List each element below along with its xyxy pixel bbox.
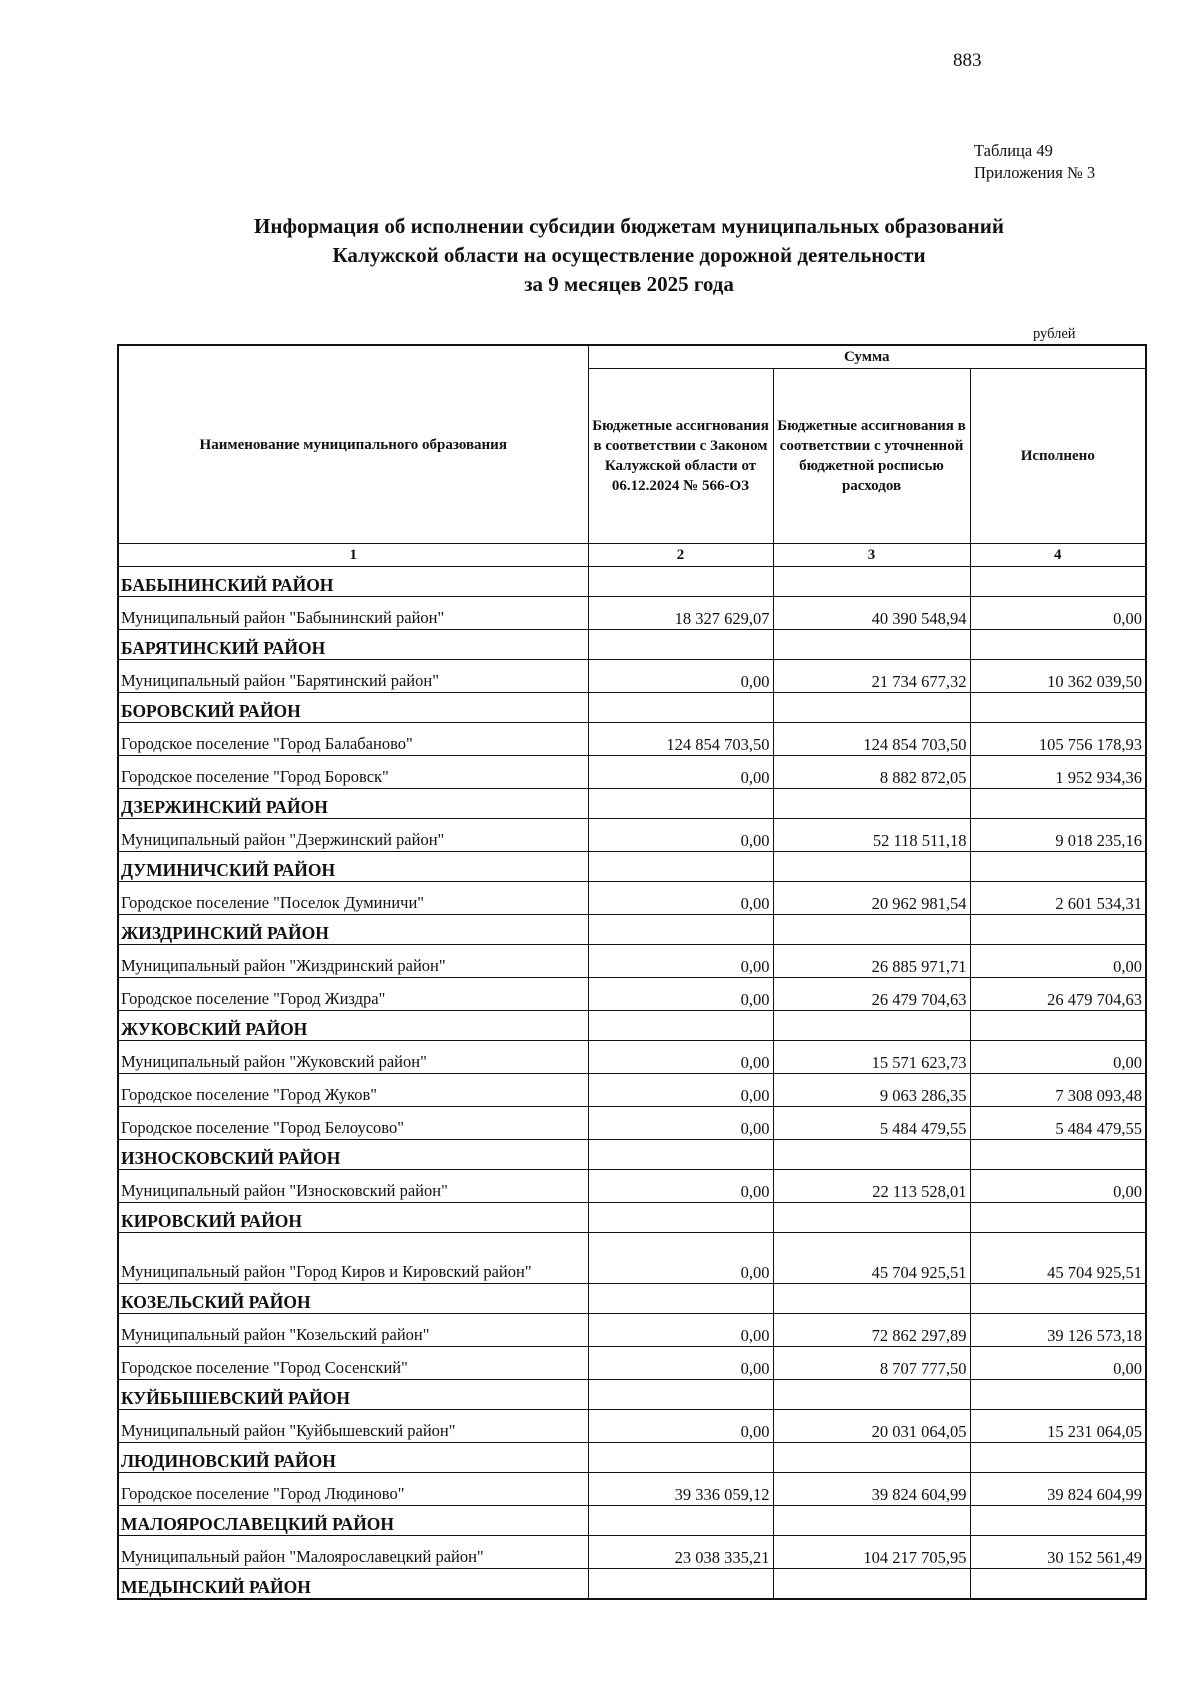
entity-name: Муниципальный район "Дзержинский район" [118, 819, 588, 852]
law-appropriations-value: 18 327 629,07 [588, 597, 773, 630]
table-row [118, 945, 1146, 978]
title-line-1: Информация об исполнении субсидии бюджетам муниципальных образований [254, 214, 1004, 238]
updated-appropriations-value: 5 484 479,55 [773, 1107, 970, 1140]
title-line-2: Калужской области на осуществление дорожной деятельности [332, 243, 926, 267]
updated-appropriations-value [773, 693, 970, 723]
district-name: ИЗНОСКОВСКИЙ РАЙОН [118, 1140, 588, 1170]
table-row [118, 1347, 1146, 1380]
title-line-3: за 9 месяцев 2025 года [524, 272, 734, 296]
executed-value [970, 1506, 1146, 1536]
appendix-number: Приложения № 3 [974, 163, 1096, 182]
law-appropriations-value: 0,00 [588, 1074, 773, 1107]
executed-value [970, 567, 1146, 597]
law-appropriations-value [588, 1380, 773, 1410]
district-row [118, 1380, 1146, 1410]
executed-value: 0,00 [970, 1347, 1146, 1380]
district-row [118, 1284, 1146, 1314]
table-reference [974, 140, 1095, 184]
law-appropriations-value: 0,00 [588, 1170, 773, 1203]
executed-value [970, 852, 1146, 882]
updated-appropriations-value: 40 390 548,94 [773, 597, 970, 630]
executed-value [970, 1569, 1146, 1600]
updated-appropriations-value [773, 1284, 970, 1314]
executed-value [970, 789, 1146, 819]
entity-name: Муниципальный район "Бабынинский район" [118, 597, 588, 630]
district-name: ЛЮДИНОВСКИЙ РАЙОН [118, 1443, 588, 1473]
table-row [118, 1170, 1146, 1203]
executed-value: 105 756 178,93 [970, 723, 1146, 756]
table-row [118, 1233, 1146, 1284]
executed-value: 10 362 039,50 [970, 660, 1146, 693]
law-appropriations-value [588, 915, 773, 945]
updated-appropriations-value: 22 113 528,01 [773, 1170, 970, 1203]
updated-appropriations-value: 20 031 064,05 [773, 1410, 970, 1443]
column-number: 2 [588, 544, 773, 567]
law-appropriations-value: 0,00 [588, 1410, 773, 1443]
entity-name: Муниципальный район "Жуковский район" [118, 1041, 588, 1074]
law-appropriations-value: 0,00 [588, 1347, 773, 1380]
law-appropriations-value: 0,00 [588, 1314, 773, 1347]
executed-value: 0,00 [970, 1170, 1146, 1203]
district-name: БОРОВСКИЙ РАЙОН [118, 693, 588, 723]
column-number: 1 [118, 544, 588, 567]
district-row [118, 693, 1146, 723]
table-row [118, 1041, 1146, 1074]
district-row [118, 1140, 1146, 1170]
law-appropriations-value [588, 1203, 773, 1233]
district-row [118, 1569, 1146, 1600]
header-law-appropriations: Бюджетные ассигнования в соответствии с Законом Калужской области от 06.12.2024 № 566-ОЗ [588, 369, 773, 544]
law-appropriations-value: 0,00 [588, 660, 773, 693]
law-appropriations-value [588, 1011, 773, 1041]
executed-value [970, 1443, 1146, 1473]
law-appropriations-value [588, 693, 773, 723]
district-row [118, 1011, 1146, 1041]
table-row [118, 1410, 1146, 1443]
updated-appropriations-value [773, 789, 970, 819]
updated-appropriations-value [773, 1011, 970, 1041]
executed-value [970, 1284, 1146, 1314]
executed-value: 7 308 093,48 [970, 1074, 1146, 1107]
column-number: 3 [773, 544, 970, 567]
executed-value: 39 126 573,18 [970, 1314, 1146, 1347]
executed-value [970, 915, 1146, 945]
updated-appropriations-value: 26 885 971,71 [773, 945, 970, 978]
entity-name: Муниципальный район "Износковский район" [118, 1170, 588, 1203]
updated-appropriations-value: 72 862 297,89 [773, 1314, 970, 1347]
table-row [118, 597, 1146, 630]
header-updated-appropriations: Бюджетные ассигнования в соответствии с уточненной бюджетной росписью расходов [773, 369, 970, 544]
executed-value: 15 231 064,05 [970, 1410, 1146, 1443]
entity-name: Муниципальный район "Малоярославецкий район" [118, 1536, 588, 1569]
law-appropriations-value: 0,00 [588, 1233, 773, 1284]
district-name: ЖИЗДРИНСКИЙ РАЙОН [118, 915, 588, 945]
updated-appropriations-value [773, 567, 970, 597]
law-appropriations-value: 0,00 [588, 882, 773, 915]
entity-name: Городское поселение "Город Сосенский" [118, 1347, 588, 1380]
updated-appropriations-value: 26 479 704,63 [773, 978, 970, 1011]
law-appropriations-value [588, 1569, 773, 1600]
law-appropriations-value: 0,00 [588, 945, 773, 978]
executed-value [970, 630, 1146, 660]
subsidy-table [117, 344, 1147, 1600]
updated-appropriations-value: 15 571 623,73 [773, 1041, 970, 1074]
executed-value: 2 601 534,31 [970, 882, 1146, 915]
law-appropriations-value: 0,00 [588, 819, 773, 852]
updated-appropriations-value [773, 1203, 970, 1233]
district-name: ЖУКОВСКИЙ РАЙОН [118, 1011, 588, 1041]
updated-appropriations-value: 9 063 286,35 [773, 1074, 970, 1107]
executed-value: 0,00 [970, 945, 1146, 978]
executed-value: 0,00 [970, 597, 1146, 630]
executed-value [970, 1380, 1146, 1410]
table-body [118, 567, 1146, 1600]
table-row [118, 819, 1146, 852]
table-row [118, 723, 1146, 756]
executed-value: 26 479 704,63 [970, 978, 1146, 1011]
law-appropriations-value: 39 336 059,12 [588, 1473, 773, 1506]
law-appropriations-value: 0,00 [588, 1041, 773, 1074]
updated-appropriations-value: 104 217 705,95 [773, 1536, 970, 1569]
updated-appropriations-value [773, 852, 970, 882]
entity-name: Городское поселение "Город Людиново" [118, 1473, 588, 1506]
law-appropriations-value: 0,00 [588, 756, 773, 789]
updated-appropriations-value: 52 118 511,18 [773, 819, 970, 852]
district-name: КУЙБЫШЕВСКИЙ РАЙОН [118, 1380, 588, 1410]
law-appropriations-value [588, 1140, 773, 1170]
updated-appropriations-value: 39 824 604,99 [773, 1473, 970, 1506]
law-appropriations-value [588, 789, 773, 819]
district-name: КИРОВСКИЙ РАЙОН [118, 1203, 588, 1233]
district-name: БАБЫНИНСКИЙ РАЙОН [118, 567, 588, 597]
document-title [0, 212, 1200, 299]
entity-name: Муниципальный район "Козельский район" [118, 1314, 588, 1347]
executed-value: 39 824 604,99 [970, 1473, 1146, 1506]
entity-name: Городское поселение "Поселок Думиничи" [118, 882, 588, 915]
entity-name: Городское поселение "Город Боровск" [118, 756, 588, 789]
executed-value [970, 1203, 1146, 1233]
district-name: КОЗЕЛЬСКИЙ РАЙОН [118, 1284, 588, 1314]
entity-name: Городское поселение "Город Балабаново" [118, 723, 588, 756]
table-row [118, 1074, 1146, 1107]
district-row [118, 915, 1146, 945]
district-row [118, 630, 1146, 660]
law-appropriations-value [588, 852, 773, 882]
law-appropriations-value: 0,00 [588, 978, 773, 1011]
updated-appropriations-value [773, 1380, 970, 1410]
updated-appropriations-value [773, 1569, 970, 1600]
entity-name: Городское поселение "Город Белоусово" [118, 1107, 588, 1140]
law-appropriations-value [588, 630, 773, 660]
table-row [118, 1107, 1146, 1140]
entity-name: Муниципальный район "Куйбышевский район" [118, 1410, 588, 1443]
units-label: рублей [1033, 326, 1076, 342]
updated-appropriations-value [773, 1443, 970, 1473]
updated-appropriations-value: 21 734 677,32 [773, 660, 970, 693]
updated-appropriations-value [773, 1140, 970, 1170]
executed-value: 45 704 925,51 [970, 1233, 1146, 1284]
updated-appropriations-value [773, 630, 970, 660]
law-appropriations-value [588, 1506, 773, 1536]
executed-value [970, 693, 1146, 723]
district-row [118, 789, 1146, 819]
header-executed: Исполнено [970, 369, 1146, 544]
executed-value [970, 1011, 1146, 1041]
updated-appropriations-value: 124 854 703,50 [773, 723, 970, 756]
updated-appropriations-value: 8 882 872,05 [773, 756, 970, 789]
district-row [118, 1443, 1146, 1473]
executed-value: 0,00 [970, 1041, 1146, 1074]
updated-appropriations-value [773, 1506, 970, 1536]
header-name: Наименование муниципального образования [118, 345, 588, 544]
table-row [118, 1473, 1146, 1506]
table-row [118, 1536, 1146, 1569]
executed-value: 1 952 934,36 [970, 756, 1146, 789]
updated-appropriations-value [773, 915, 970, 945]
district-row [118, 1506, 1146, 1536]
law-appropriations-value: 23 038 335,21 [588, 1536, 773, 1569]
table-row [118, 978, 1146, 1011]
updated-appropriations-value: 20 962 981,54 [773, 882, 970, 915]
entity-name: Городское поселение "Город Жиздра" [118, 978, 588, 1011]
table-row [118, 756, 1146, 789]
entity-name: Муниципальный район "Город Киров и Кировский район" [118, 1233, 588, 1284]
updated-appropriations-value: 8 707 777,50 [773, 1347, 970, 1380]
table-row [118, 660, 1146, 693]
table-row [118, 1314, 1146, 1347]
district-name: МЕДЫНСКИЙ РАЙОН [118, 1569, 588, 1600]
executed-value: 30 152 561,49 [970, 1536, 1146, 1569]
entity-name: Муниципальный район "Жиздринский район" [118, 945, 588, 978]
table-row [118, 882, 1146, 915]
table-number: Таблица 49 [974, 141, 1053, 160]
law-appropriations-value: 0,00 [588, 1107, 773, 1140]
district-row [118, 567, 1146, 597]
district-row [118, 1203, 1146, 1233]
district-name: МАЛОЯРОСЛАВЕЦКИЙ РАЙОН [118, 1506, 588, 1536]
district-name: ДУМИНИЧСКИЙ РАЙОН [118, 852, 588, 882]
entity-name: Муниципальный район "Барятинский район" [118, 660, 588, 693]
law-appropriations-value: 124 854 703,50 [588, 723, 773, 756]
district-row [118, 852, 1146, 882]
law-appropriations-value [588, 1443, 773, 1473]
page-number: 883 [953, 50, 982, 71]
district-name: ДЗЕРЖИНСКИЙ РАЙОН [118, 789, 588, 819]
updated-appropriations-value: 45 704 925,51 [773, 1233, 970, 1284]
law-appropriations-value [588, 567, 773, 597]
column-number: 4 [970, 544, 1146, 567]
entity-name: Городское поселение "Город Жуков" [118, 1074, 588, 1107]
district-name: БАРЯТИНСКИЙ РАЙОН [118, 630, 588, 660]
law-appropriations-value [588, 1284, 773, 1314]
header-sum: Сумма [588, 345, 1146, 369]
executed-value: 5 484 479,55 [970, 1107, 1146, 1140]
executed-value: 9 018 235,16 [970, 819, 1146, 852]
executed-value [970, 1140, 1146, 1170]
